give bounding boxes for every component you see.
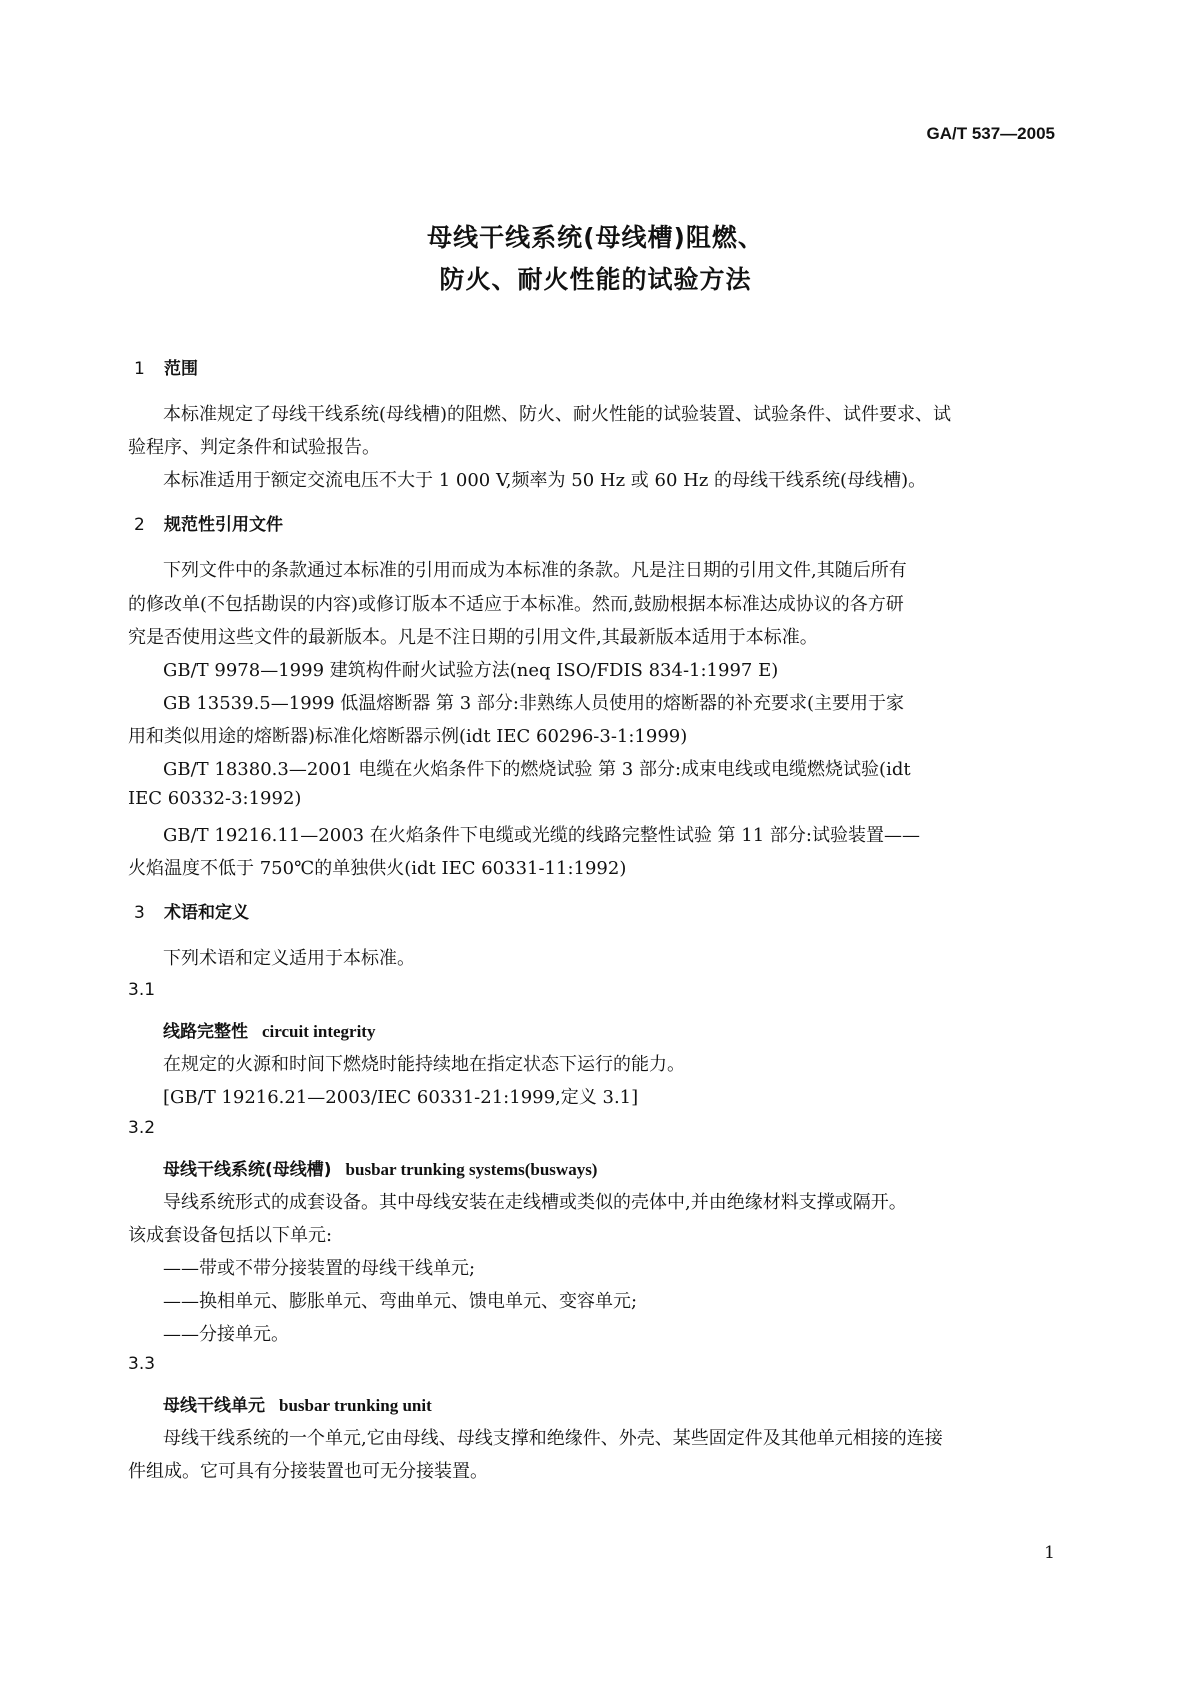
term-3-2-definition-b: 该成套设备包括以下单元: xyxy=(128,1225,333,1246)
term-3-3-definition-a: 母线干线系统的一个单元,它由母线、母线支撑和绝缘件、外壳、某些固定件及其他单元相接的连接 xyxy=(163,1428,943,1449)
term-3-1-number: 3.1 xyxy=(128,980,156,1000)
term-3-1-source: [GB/T 19216.21—2003/IEC 60331-21:1999,定义 3.1] xyxy=(163,1087,639,1108)
section-3-title: 术语和定义 xyxy=(164,903,249,923)
ref-4b: 火焰温度不低于 750℃的单独供火(idt IEC 60331-11:1992) xyxy=(128,858,627,879)
ref-3a: GB/T 18380.3—2001 电缆在火焰条件下的燃烧试验 第 3 部分:成束电线或电缆燃烧试验(idt xyxy=(163,759,911,780)
term-3-2-cn: 母线干线系统(母线槽) xyxy=(163,1160,332,1180)
term-3-2-list-item-2: ——换相单元、膨胀单元、弯曲单元、馈电单元、变容单元; xyxy=(163,1291,638,1312)
ref-2b: 用和类似用途的熔断器)标准化熔断器示例(idt IEC 60296-3-1:1999) xyxy=(128,726,688,747)
term-3-3-number: 3.3 xyxy=(128,1354,156,1374)
term-3-2-en: busbar trunking systems(busways) xyxy=(345,1160,598,1179)
section-3-number: 3 xyxy=(134,903,145,923)
doc-title-line2: 防火、耐火性能的试验方法 xyxy=(439,265,752,294)
s2-paragraph-1b: 的修改单(不包括勘误的内容)或修订版本不适应于本标准。然而,鼓励根据本标准达成协议的各方研 xyxy=(128,594,904,615)
term-3-1-cn: 线路完整性 xyxy=(163,1022,248,1042)
s3-intro: 下列术语和定义适用于本标准。 xyxy=(163,948,415,969)
term-3-2-definition-a: 导线系统形式的成套设备。其中母线安装在走线槽或类似的壳体中,并由绝缘材料支撑或隔开。 xyxy=(163,1192,907,1213)
term-3-2-list-item-3: ——分接单元。 xyxy=(163,1324,289,1345)
section-1-number: 1 xyxy=(134,359,145,379)
page-number: 1 xyxy=(1044,1543,1055,1563)
s2-paragraph-1a: 下列文件中的条款通过本标准的引用而成为本标准的条款。凡是注日期的引用文件,其随后所有 xyxy=(163,560,907,581)
section-3-heading xyxy=(134,898,249,923)
term-3-3-definition-b: 件组成。它可具有分接装置也可无分接装置。 xyxy=(128,1461,488,1482)
term-3-2-list-item-1: ——带或不带分接装置的母线干线单元; xyxy=(163,1258,476,1279)
s2-paragraph-1c: 究是否使用这些文件的最新版本。凡是不注日期的引用文件,其最新版本适用于本标准。 xyxy=(128,627,818,648)
term-3-3-title xyxy=(163,1391,432,1416)
section-1-title: 范围 xyxy=(164,359,198,379)
section-2-title: 规范性引用文件 xyxy=(164,515,283,535)
ref-3b: IEC 60332-3:1992) xyxy=(128,788,302,809)
section-2-heading xyxy=(134,510,283,535)
term-3-3-cn: 母线干线单元 xyxy=(163,1396,265,1416)
section-1-heading xyxy=(134,354,198,379)
doc-title-line1: 母线干线系统(母线槽)阻燃、 xyxy=(427,223,764,252)
section-2-number: 2 xyxy=(134,515,145,535)
term-3-2-number: 3.2 xyxy=(128,1118,156,1138)
term-3-3-en: busbar trunking unit xyxy=(279,1396,432,1415)
s1-paragraph-1a: 本标准规定了母线干线系统(母线槽)的阻燃、防火、耐火性能的试验装置、试验条件、试件要求、试 xyxy=(163,404,952,425)
standard-number: GA/T 537—2005 xyxy=(926,124,1055,143)
term-3-1-title xyxy=(163,1017,375,1042)
ref-2a: GB 13539.5—1999 低温熔断器 第 3 部分:非熟练人员使用的熔断器的补充要求(主要用于家 xyxy=(163,693,904,714)
ref-1: GB/T 9978—1999 建筑构件耐火试验方法(neq ISO/FDIS 834-1:1997 E) xyxy=(163,660,779,681)
term-3-2-title xyxy=(163,1155,597,1180)
term-3-1-en: circuit integrity xyxy=(262,1022,376,1041)
s1-paragraph-1b: 验程序、判定条件和试验报告。 xyxy=(128,437,380,458)
term-3-1-definition: 在规定的火源和时间下燃烧时能持续地在指定状态下运行的能力。 xyxy=(163,1054,685,1075)
s1-paragraph-2: 本标准适用于额定交流电压不大于 1 000 V,频率为 50 Hz 或 60 Hz 的母线干线系统(母线槽)。 xyxy=(163,470,927,491)
ref-4a: GB/T 19216.11—2003 在火焰条件下电缆或光缆的线路完整性试验 第 11 部分:试验装置—— xyxy=(163,825,920,846)
